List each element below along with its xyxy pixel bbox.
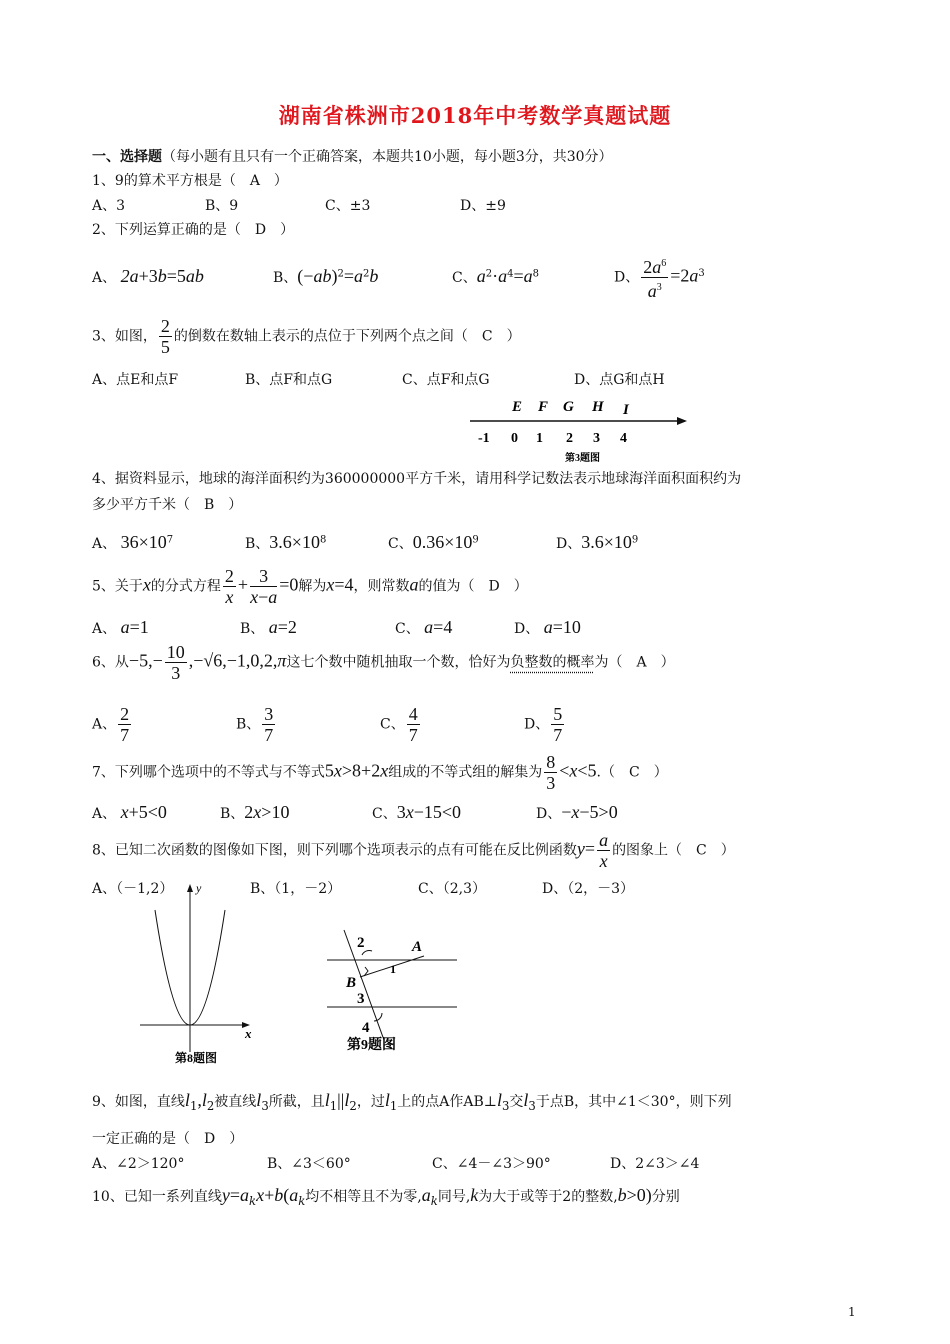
angle-label-3: 3 bbox=[357, 991, 365, 1007]
y-axis-label: y bbox=[196, 881, 202, 895]
q3-option-c: C、点F和点G bbox=[402, 372, 490, 388]
y-axis-arrow bbox=[187, 884, 193, 892]
q8-part: 8、已知二次函数的图像如下图，则下列哪个选项表示的点有可能在反比例函数 bbox=[92, 842, 577, 859]
q4-option-a: A、 $36\times 10^7$ bbox=[92, 532, 174, 552]
q6-stem: 6、从−5,− $\frac{10}{3}$ ,−√6,−1,0,2,π这七个数中随机抽取一个数，恰好为负整数的概率为（ A ） bbox=[92, 642, 675, 683]
q4-option-d: D、$3.6\times 10^9$ bbox=[556, 532, 639, 552]
q5-option-c: C、 a=4 bbox=[395, 617, 453, 637]
q9-option-d: D、2∠3＞∠4 bbox=[610, 1156, 700, 1172]
q3-stem-post: 的倒数在数轴上表示的点位于下列两个点之间（ C ） bbox=[173, 328, 521, 345]
q7-part: 7、下列哪个选项中的不等式与不等式 bbox=[92, 764, 325, 781]
section-heading bbox=[92, 146, 613, 166]
q9-caption: 第9题图 bbox=[347, 1038, 396, 1053]
q6-part: 为（ A ） bbox=[594, 654, 675, 671]
q7-part: 组成的不等式组的解集为 bbox=[388, 764, 543, 781]
q1-option-a: A、3 bbox=[92, 198, 126, 214]
q3-option-b: B、点F和点G bbox=[245, 372, 333, 388]
q7-option-a: A、 x+5<0 bbox=[92, 802, 167, 822]
q4-line2: 多少平方千米（ B ） bbox=[92, 497, 243, 513]
q1-stem: 1、9的算术平方根是（ A ） bbox=[92, 173, 288, 189]
q9-part: 交 bbox=[509, 1094, 524, 1110]
q2-stem: 2、下列运算正确的是（ D ） bbox=[92, 222, 295, 238]
q9-option-c: C、∠4－∠3＞90° bbox=[432, 1156, 551, 1172]
q10-part: 均不相等且不为零, bbox=[305, 1189, 422, 1205]
q7-option-d: D、−x−5>0 bbox=[536, 802, 618, 822]
q10-part: 同号, bbox=[437, 1189, 471, 1205]
q8-option-a: A、（－1,2） bbox=[92, 881, 174, 897]
angle-label-4: 4 bbox=[362, 1020, 370, 1036]
q2-option-d: D、 $\frac{2a^6}{a^3}$ $=2a^3$ bbox=[614, 254, 705, 301]
q3-caption: 第3题图 bbox=[565, 453, 600, 464]
q2-option-b: B、$(-ab)^2=a^2b$ bbox=[273, 266, 379, 286]
q9-part: 所截，且 bbox=[268, 1094, 325, 1110]
q3-number-line-figure bbox=[465, 395, 695, 467]
page-title: 湖南省株洲市2018年中考数学真题试题 bbox=[278, 103, 672, 128]
q8-caption: 第8题图 bbox=[175, 1051, 218, 1065]
q5-option-d: D、 a=10 bbox=[514, 617, 581, 637]
tick-label: 4 bbox=[620, 431, 627, 446]
q8-option-c: C、（2,3） bbox=[418, 881, 486, 897]
q7-option-b: B、2x>10 bbox=[220, 802, 290, 822]
q6-emphasis: 负整数的概率 bbox=[510, 654, 595, 671]
q9-part: ，过 bbox=[356, 1094, 385, 1110]
x-axis-label: x bbox=[245, 1026, 252, 1041]
point-label-a: A bbox=[412, 939, 423, 955]
q8-option-b: B、（1，－2） bbox=[250, 881, 342, 897]
q7-option-c: C、3x−15<0 bbox=[372, 802, 462, 822]
q9-part: 于点B，其中∠1＜30°，则下列 bbox=[535, 1094, 732, 1110]
q5-option-b: B、 a=2 bbox=[240, 617, 297, 637]
number-line-arrow bbox=[677, 417, 687, 425]
point-label-i: I bbox=[623, 402, 629, 418]
q6-option-c: C、 $\frac{4}{7}$ bbox=[380, 704, 418, 745]
angle-label-1: 1 bbox=[390, 962, 396, 976]
q9-lines-figure bbox=[322, 925, 462, 1060]
q8-stem: 8、已知二次函数的图像如下图，则下列哪个选项表示的点有可能在反比例函数y= $\frac{a}{x}$ 的图象上（ C ） bbox=[92, 830, 735, 871]
q2-option-a: A、 2a+3b=5ab bbox=[92, 266, 204, 286]
q5-option-a: A、 a=1 bbox=[92, 617, 149, 637]
q3-stem bbox=[92, 316, 521, 357]
q6-option-a: A、 $\frac{2}{7}$ bbox=[92, 704, 130, 745]
tick-label: -1 bbox=[478, 431, 490, 446]
q6-option-d: D、 $\frac{5}{7}$ bbox=[524, 704, 563, 745]
q5-stem: 5、关于x的分式方程 $\frac{2}{x}$ + $\frac{3}{x-a}$ =0解为x=4，则常数a的值为（ D ） bbox=[92, 566, 528, 607]
tick-label: 1 bbox=[536, 431, 543, 446]
q10-stem: 10、已知一系列直线$y=a_kx+b(a_k$均不相等且不为零$,a_k$同号,k为大于或等于2的整数,b>0)分别 bbox=[92, 1185, 680, 1208]
q8-option-d: D、（2，－3） bbox=[542, 881, 635, 897]
q4-option-c: C、$0.36\times 10^9$ bbox=[388, 532, 479, 552]
section-note: （每小题有且只有一个正确答案，本题共10小题，每小题3分，共30分） bbox=[162, 149, 613, 165]
q9-part: 9、如图，直线 bbox=[92, 1094, 185, 1110]
point-label-g: G bbox=[563, 399, 574, 415]
q1-option-c: C、±3 bbox=[325, 198, 371, 214]
q8-parabola-figure bbox=[135, 880, 265, 1070]
q9-stem-line2: 一定正确的是（ D ） bbox=[92, 1131, 244, 1147]
q6-option-b: B、 $\frac{3}{7}$ bbox=[236, 704, 274, 745]
q9-option-b: B、∠3＜60° bbox=[267, 1156, 351, 1172]
point-label-f: F bbox=[538, 399, 549, 415]
q1-option-b: B、9 bbox=[205, 198, 239, 214]
q3-stem-pre: 3、如图， bbox=[92, 328, 157, 345]
q4-line1: 4、据资料显示，地球的海洋面积约为360000000平方千米，请用科学记数法表示地球海洋面积面积约为 bbox=[92, 471, 742, 487]
q5-part: 5、关于 bbox=[92, 578, 143, 595]
point-label-b: B bbox=[346, 975, 357, 991]
page-number: 1 bbox=[848, 1305, 856, 1319]
angle-2-arc bbox=[362, 950, 372, 955]
q6-part: 这七个数中随机抽取一个数，恰好为 bbox=[286, 654, 511, 671]
q8-part: 的图象上（ C ） bbox=[612, 842, 735, 859]
point-label-h: H bbox=[592, 399, 604, 415]
q5-part: ，则常数 bbox=[353, 578, 410, 595]
q4-option-b: B、$3.6\times 10^8$ bbox=[245, 532, 327, 552]
q3-option-d: D、点G和点H bbox=[574, 372, 665, 388]
q7-part: .（ C ） bbox=[596, 764, 668, 781]
q5-part: 的分式方程 bbox=[150, 578, 221, 595]
q9-part: 被直线 bbox=[214, 1094, 257, 1110]
q7-stem: 7、下列哪个选项中的不等式与不等式5x>8+2x组成的不等式组的解集为 $\frac{8}{3}$ <x<5.（ C ） bbox=[92, 752, 668, 793]
q10-part: 分别 bbox=[651, 1189, 680, 1205]
q9-part: 上的点A作AB⊥ bbox=[397, 1094, 497, 1110]
q3-frac-num: 2 bbox=[160, 316, 170, 336]
tick-label: 0 bbox=[511, 431, 518, 446]
q5-part: 的值为（ D ） bbox=[418, 578, 528, 595]
q3-frac-den: 5 bbox=[160, 337, 170, 357]
q10-part: 为大于或等于2的整数, bbox=[478, 1189, 618, 1205]
q1-option-d: D、±9 bbox=[460, 198, 506, 214]
q6-part: 6、从 bbox=[92, 654, 129, 671]
tick-label: 2 bbox=[566, 431, 573, 446]
section-head: 一、选择题 bbox=[92, 149, 162, 165]
tick-label: 3 bbox=[593, 431, 600, 446]
q9-option-a: A、∠2＞120° bbox=[92, 1156, 185, 1172]
point-label-e: E bbox=[512, 399, 523, 415]
q9-stem: 9、如图，直线$l_1,l_2$被直线$l_3$所截，且$l_1||l_2$，过$l_1$上的点A作$AB\perp l_3$交$l_3$于点B，其中∠1＜30°，则下列 bbox=[92, 1090, 732, 1113]
angle-label-2: 2 bbox=[357, 935, 365, 951]
q2-option-c: C、$a^2\cdot a^4=a^8$ bbox=[452, 266, 539, 286]
q10-part: 10、已知一系列直线 bbox=[92, 1189, 222, 1205]
q3-option-a: A、点E和点F bbox=[92, 372, 179, 388]
q5-part: 解为 bbox=[298, 578, 327, 595]
